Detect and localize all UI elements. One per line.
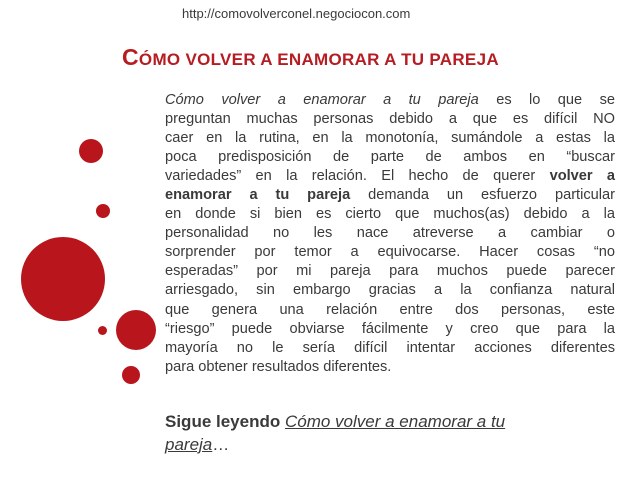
- body-italic-phrase: Cómo volver a enamorar a tu pareja: [165, 92, 479, 108]
- read-more-link[interactable]: Cómo volver a enamorar a tu: [284, 412, 506, 431]
- body-text-segment: variedades” en la relación. El hecho de querer: [165, 168, 550, 185]
- body-line: personalidad no les nace atreverse a cambiar o: [165, 225, 615, 242]
- decorative-circle-mid: [96, 204, 110, 218]
- page-title: [122, 44, 499, 71]
- decorative-circle-small: [98, 326, 107, 335]
- read-more-lead: Sigue leyendo: [165, 412, 281, 431]
- body-line: [165, 91, 615, 110]
- title-initial: C: [122, 44, 139, 70]
- body-line: preguntan muchas personas debido a que es difícil NO: [165, 111, 615, 128]
- body-line: [165, 167, 615, 186]
- body-text-segment: es lo que se: [478, 92, 615, 108]
- body-bold-phrase: enamorar a tu pareja: [165, 187, 351, 204]
- read-more: [165, 410, 605, 456]
- body-line: mayoría no le sería difícil intentar acciones diferentes: [165, 339, 615, 356]
- read-more-link-cont[interactable]: pareja: [165, 435, 213, 454]
- body-line: caer en la rutina, en la monotonía, sumándole a estas la: [165, 130, 615, 147]
- body-line: en donde si bien es cierto que muchos(as) debido a la: [165, 206, 615, 223]
- site-url-link[interactable]: http://comovolverconel.negociocon.com: [182, 6, 411, 21]
- title-rest: ÓMO VOLVER A ENAMORAR A TU PAREJA: [138, 50, 499, 69]
- body-bold-phrase: volver a: [549, 168, 615, 185]
- body-line: para obtener resultados diferentes.: [165, 358, 392, 375]
- body-line: arriesgado, sin embargo gracias a la confianza natural: [165, 282, 615, 299]
- body-line: que genera una relación entre dos personas, este: [165, 301, 615, 318]
- body-text-segment: demanda un esfuerzo particular: [350, 187, 615, 204]
- decorative-circle-bottom: [122, 366, 140, 384]
- decorative-circle-right: [116, 310, 156, 350]
- body-line: poca predisposición de parte de ambos en “buscar: [165, 149, 615, 166]
- article-body: [165, 91, 615, 377]
- body-line: sorprender por temor a equivocarse. Hacer cosas “no: [165, 244, 615, 261]
- decorative-circle-large: [21, 237, 105, 321]
- decorative-circle-top: [79, 139, 103, 163]
- body-line: “riesgo” puede obviarse fácilmente y creo que para la: [165, 320, 615, 337]
- ellipsis: …: [212, 435, 230, 454]
- body-line: esperadas” por mi pareja para muchos puede parecer: [165, 263, 615, 280]
- body-line: [165, 186, 615, 205]
